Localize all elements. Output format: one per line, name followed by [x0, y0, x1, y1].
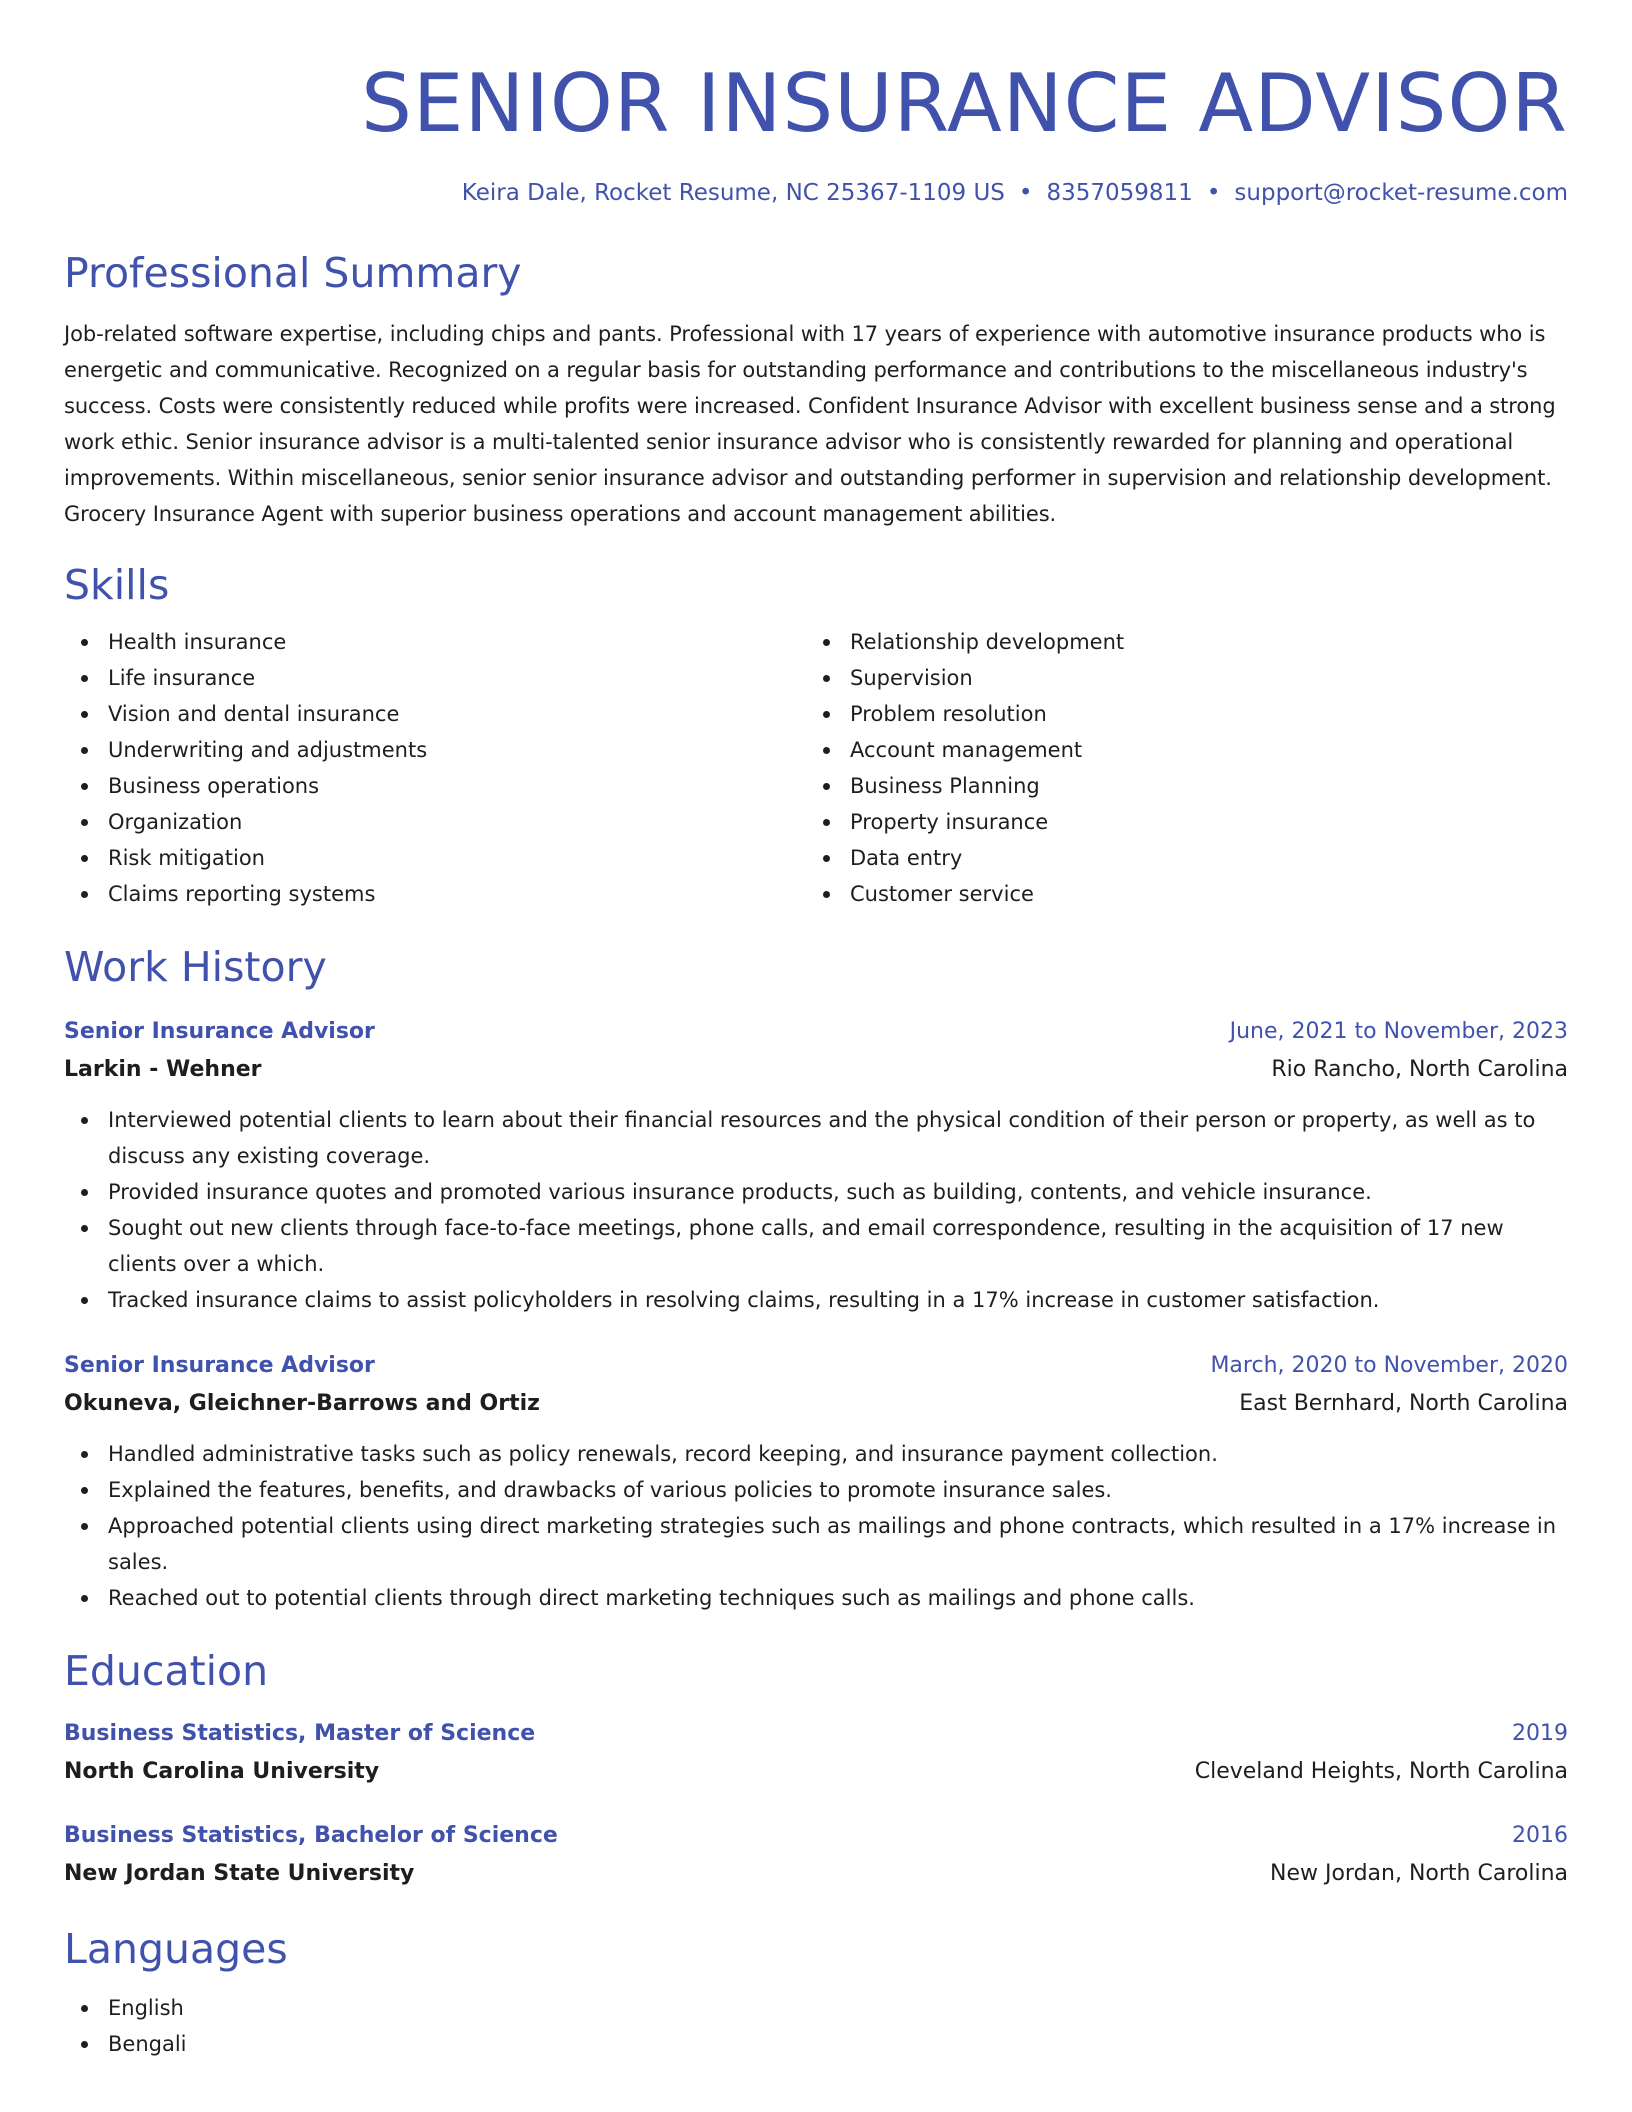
skill-item: Health insurance	[64, 624, 806, 660]
summary-heading: Professional Summary	[64, 249, 522, 297]
summary-section	[64, 248, 1568, 532]
skill-item: Property insurance	[806, 804, 1548, 840]
skill-item: Underwriting and adjustments	[64, 732, 806, 768]
resume-header	[64, 52, 1568, 210]
contact-separator: •	[1018, 180, 1033, 206]
contact-line	[64, 176, 1568, 210]
skill-item: Relationship development	[806, 624, 1548, 660]
skill-item: Customer service	[806, 876, 1548, 912]
school-name: New Jordan State University	[64, 1861, 415, 1886]
skill-item: Business operations	[64, 768, 806, 804]
job-entry	[64, 1014, 1568, 1318]
school-name: North Carolina University	[64, 1759, 380, 1784]
job-bullet: Interviewed potential clients to learn about their financial resources and the physical condition of their person or property, as well as to discuss any existing coverage.	[64, 1102, 1568, 1174]
job-title: Senior Insurance Advisor	[64, 1019, 375, 1044]
school-location: New Jordan, North Carolina	[1270, 1861, 1568, 1886]
contact-email: support@rocket-resume.com	[1234, 180, 1568, 206]
skill-item: Account management	[806, 732, 1548, 768]
job-location: East Bernhard, North Carolina	[1239, 1391, 1568, 1416]
education-entry	[64, 1716, 1568, 1792]
job-bullet: Tracked insurance claims to assist policyholders in resolving claims, resulting in a 17% increase in customer satisfaction.	[64, 1282, 1568, 1318]
degree-row	[64, 1818, 1568, 1854]
degree-row	[64, 1716, 1568, 1752]
summary-text: Job-related software expertise, including chips and pants. Professional with 17 years of experience with automotive insurance products who is energetic and communicative. Recognized on a regular basis for outstanding performance and contributions to the miscellaneous industry's success. Costs were consistently reduced while profits were increased. Confident Insurance Advisor with excellent business sense and a strong work ethic. Senior insurance advisor is a multi-talented senior insurance advisor who is consistently rewarded for planning and operational improvements. Within miscellaneous, senior senior insurance advisor and outstanding performer in supervision and relationship development. Grocery Insurance Agent with superior business operations and account management abilities.	[64, 322, 1556, 526]
degree-title: Business Statistics, Bachelor of Science	[64, 1823, 558, 1848]
skill-item: Problem resolution	[806, 696, 1548, 732]
skill-item: Business Planning	[806, 768, 1548, 804]
skill-item: Risk mitigation	[64, 840, 806, 876]
contact-phone: 8357059811	[1046, 180, 1193, 206]
education-heading: Education	[64, 1647, 269, 1695]
education-entry	[64, 1818, 1568, 1894]
work-history-section	[64, 942, 1568, 1616]
languages-heading: Languages	[64, 1925, 288, 1973]
job-dates: March, 2020 to November, 2020	[1210, 1353, 1568, 1378]
school-location: Cleveland Heights, North Carolina	[1194, 1759, 1568, 1784]
education-section	[64, 1646, 1568, 1894]
graduation-year: 2019	[1512, 1721, 1568, 1746]
job-bullet: Sought out new clients through face-to-face meetings, phone calls, and email correspondence, resulting in the acquisition of 17 new clients over a which.	[64, 1210, 1568, 1282]
job-company-row	[64, 1384, 1568, 1424]
languages-list	[64, 1990, 1568, 2062]
job-bullet: Provided insurance quotes and promoted various insurance products, such as building, contents, and vehicle insurance.	[64, 1174, 1568, 1210]
work-history-heading: Work History	[64, 943, 327, 991]
job-dates: June, 2021 to November, 2023	[1229, 1019, 1568, 1044]
school-row	[64, 1752, 1568, 1792]
job-title: Senior Insurance Advisor	[64, 1353, 375, 1378]
skills-heading: Skills	[64, 561, 170, 609]
job-bullet: Explained the features, benefits, and drawbacks of various policies to promote insurance sales.	[64, 1472, 1568, 1508]
job-title-row	[64, 1014, 1568, 1050]
job-title-row	[64, 1348, 1568, 1384]
contact-address: Keira Dale, Rocket Resume, NC 25367-1109 US	[461, 180, 1005, 206]
contact-separator: •	[1206, 180, 1221, 206]
skills-column-right	[806, 624, 1548, 912]
language-item: English	[64, 1990, 1568, 2026]
school-row	[64, 1854, 1568, 1894]
skills-section	[64, 560, 1568, 912]
job-bullet: Reached out to potential clients through direct marketing techniques such as mailings and phone calls.	[64, 1580, 1568, 1616]
skill-item: Claims reporting systems	[64, 876, 806, 912]
skill-item: Vision and dental insurance	[64, 696, 806, 732]
skill-item: Data entry	[806, 840, 1548, 876]
job-bullet: Approached potential clients using direct marketing strategies such as mailings and phone contracts, which resulted in a 17% increase in sales.	[64, 1508, 1568, 1580]
languages-section	[64, 1924, 1568, 2062]
job-company: Okuneva, Gleichner-Barrows and Ortiz	[64, 1391, 540, 1416]
job-bullets	[64, 1102, 1568, 1318]
skills-grid	[64, 624, 1568, 912]
degree-title: Business Statistics, Master of Science	[64, 1721, 536, 1746]
skill-item: Organization	[64, 804, 806, 840]
job-company-row	[64, 1050, 1568, 1090]
resume-title: SENIOR INSURANCE ADVISOR	[361, 57, 1568, 150]
resume-page	[64, 52, 1568, 2062]
skill-item: Supervision	[806, 660, 1548, 696]
job-company: Larkin - Wehner	[64, 1057, 262, 1082]
job-bullet: Handled administrative tasks such as policy renewals, record keeping, and insurance payment collection.	[64, 1436, 1568, 1472]
language-item: Bengali	[64, 2026, 1568, 2062]
skill-item: Life insurance	[64, 660, 806, 696]
skills-column-left	[64, 624, 806, 912]
job-entry	[64, 1348, 1568, 1616]
job-location: Rio Rancho, North Carolina	[1271, 1057, 1568, 1082]
job-bullets	[64, 1436, 1568, 1616]
graduation-year: 2016	[1512, 1823, 1568, 1848]
